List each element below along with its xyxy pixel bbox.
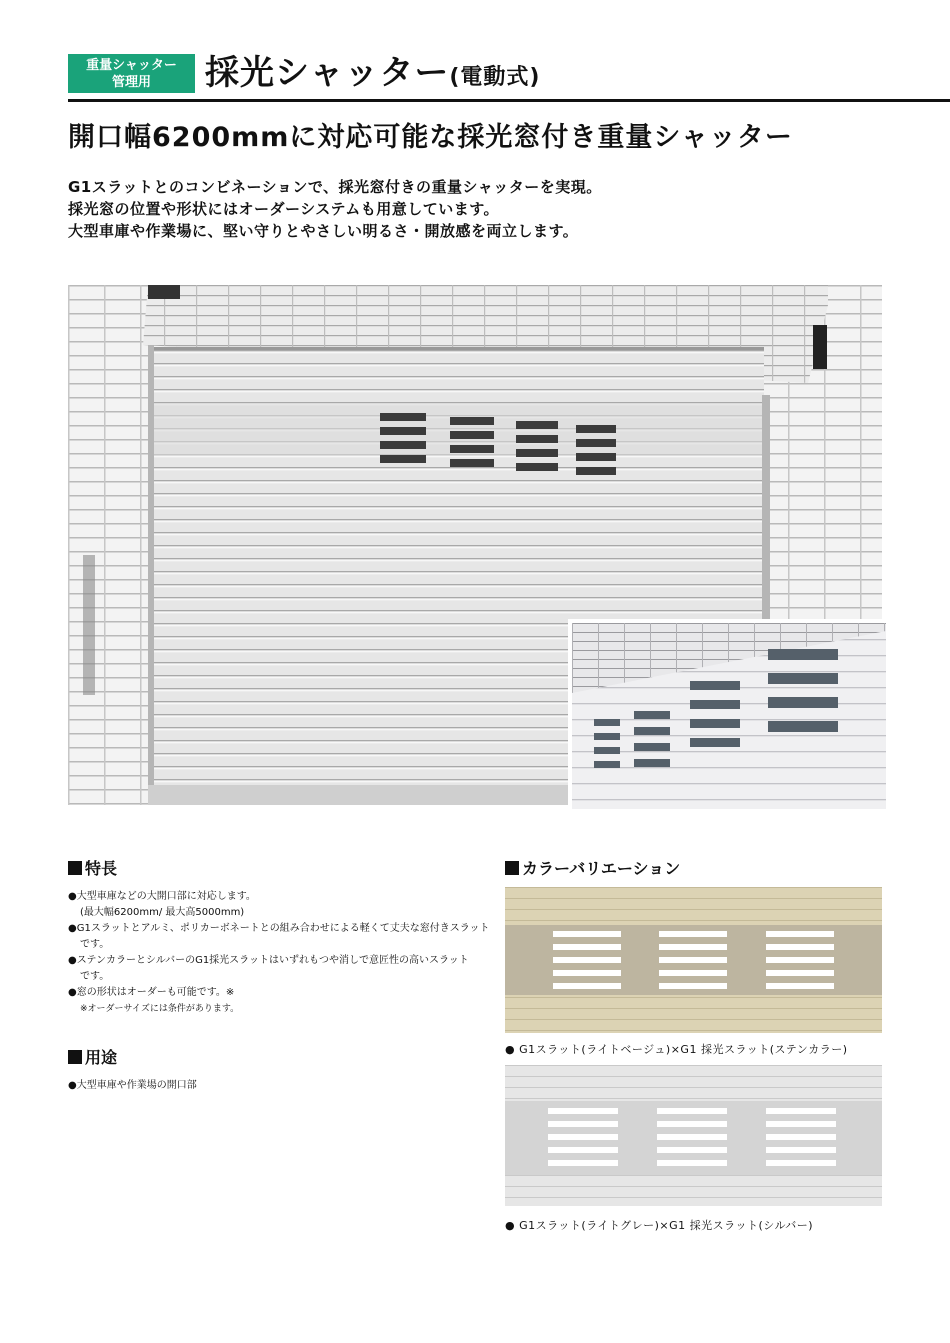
swatch-beige-caption: ● G1スラット(ライトベージュ)×G1 採光スラット(ステンカラー) [505, 1043, 848, 1056]
feature-note: ※オーダーサイズには条件があります。 [80, 1004, 240, 1014]
feature-item: ●窓の形状はオーダーも可能です。※ [68, 987, 235, 998]
intro-line: G1スラットとのコンビネーションで、採光窓付きの重量シャッターを実現。 [68, 178, 602, 196]
feature-item: ●大型車庫などの大開口部に対応します。 [68, 891, 256, 902]
features-heading-text: 特長 [85, 859, 118, 878]
intro-line: 採光窓の位置や形状にはオーダーシステムも用意しています。 [68, 200, 500, 218]
colors-heading [505, 858, 680, 880]
badge-line1: 重量シャッター [86, 57, 177, 73]
uses-heading [68, 1047, 117, 1069]
features-list [68, 889, 488, 1017]
swatch-gray [505, 1065, 882, 1206]
intro-text [68, 176, 602, 242]
headline: 開口幅6200mmに対応可能な採光窓付き重量シャッター [68, 122, 793, 153]
uses-heading-text: 用途 [85, 1048, 118, 1067]
swatch-gray-caption: ● G1スラット(ライトグレー)×G1 採光スラット(シルバー) [505, 1219, 813, 1232]
square-bullet-icon [505, 861, 519, 875]
swatch-beige [505, 887, 882, 1033]
feature-item: ●G1スラットとアルミ、ポリカーボネートとの組み合わせによる軽くて丈夫な窓付きスラット [68, 923, 490, 934]
feature-item: です。 [80, 971, 110, 982]
badge-line2: 管理用 [111, 74, 151, 90]
square-bullet-icon [68, 1050, 82, 1064]
intro-line: 大型車庫や作業場に、堅い守りとやさしい明るさ・開放感を両立します。 [68, 222, 579, 240]
swatch-gray-illustration [505, 1065, 882, 1206]
header-rule [68, 99, 950, 102]
title-suffix: (電動式) [449, 65, 541, 90]
closeup-illustration [572, 623, 886, 809]
colors-heading-text: カラーバリエーション [522, 859, 681, 878]
use-item: ●大型車庫や作業場の開口部 [68, 1080, 197, 1091]
feature-item: ●ステンカラーとシルバーのG1採光スラットはいずれもつや消しで意匠性の高いスラット [68, 955, 469, 966]
square-bullet-icon [68, 861, 82, 875]
closeup-photo [568, 619, 886, 809]
swatch-beige-illustration [505, 887, 882, 1033]
category-badge [68, 54, 195, 93]
feature-item: (最大幅6200mm/ 最大高5000mm) [80, 907, 245, 918]
features-heading [68, 858, 117, 880]
uses-list [68, 1078, 488, 1094]
title-main: 採光シャッター [205, 53, 450, 93]
page-title [205, 50, 540, 101]
feature-item: です。 [80, 939, 110, 950]
